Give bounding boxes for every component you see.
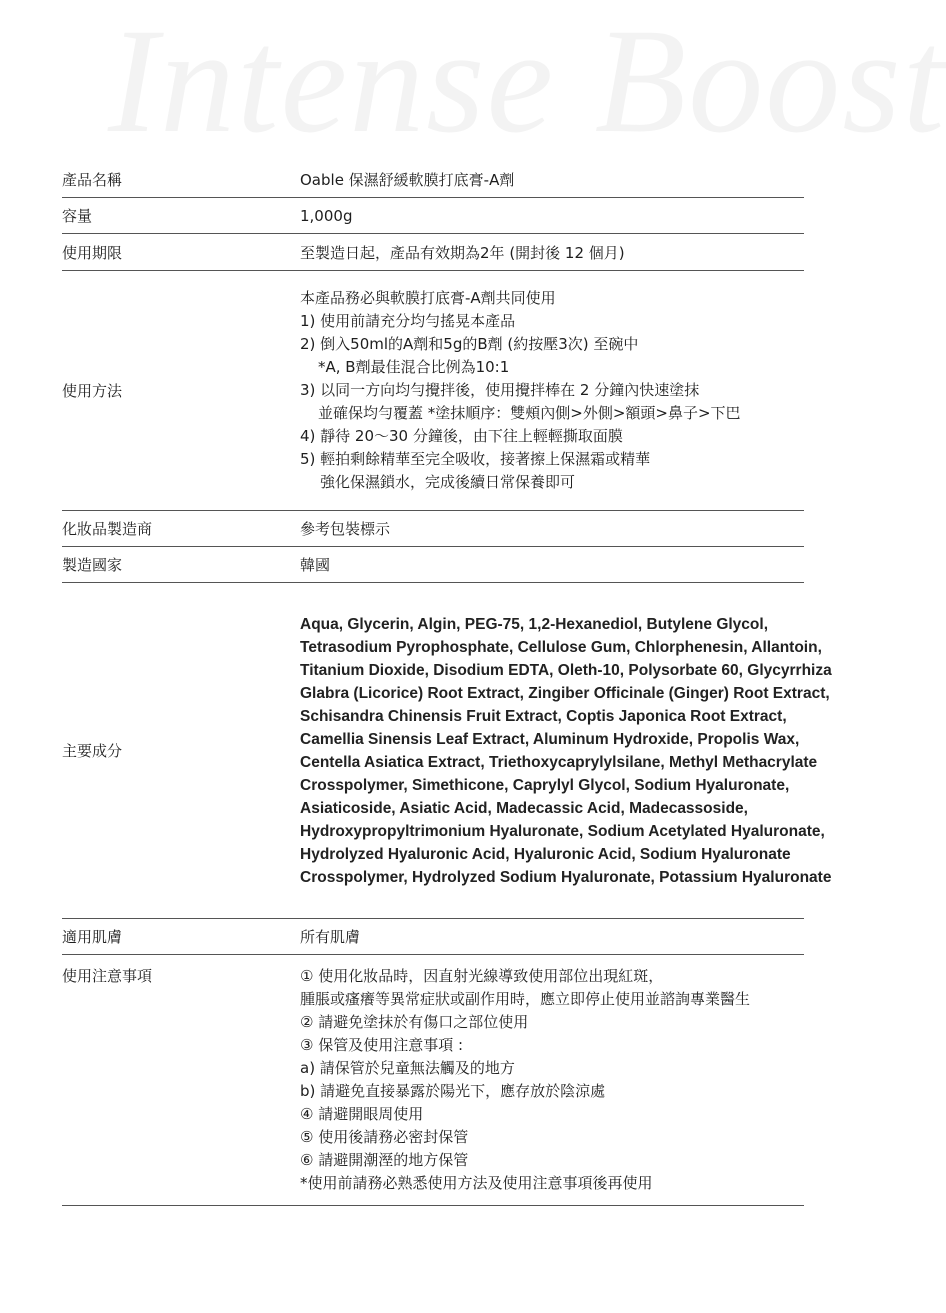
usage-line: 4) 靜待 20～30 分鐘後，由下往上輕輕撕取面膜 xyxy=(300,427,623,445)
cautions-label: 使用注意事項 xyxy=(62,967,153,985)
usage-line: 2) 倒入50ml的A劑和5g的B劑 (約按壓3次) 至碗中 xyxy=(300,335,639,353)
usage-line: 5) 輕拍剩餘精華至完全吸收，接著擦上保濕霜或精華 xyxy=(300,450,651,468)
product-name-label: 產品名稱 xyxy=(62,171,123,189)
product-name-value: Oable 保濕舒緩軟膜打底膏-A劑 xyxy=(300,171,515,189)
country-value: 韓國 xyxy=(300,556,331,574)
caution-line: *使用前請務必熟悉使用方法及使用注意事項後再使用 xyxy=(300,1174,653,1192)
expiry-label: 使用期限 xyxy=(62,243,123,262)
row-cautions xyxy=(62,955,804,1206)
row-manufacturer xyxy=(62,511,804,547)
ingredients-cell xyxy=(300,613,832,889)
row-volume xyxy=(62,198,804,234)
caution-line: ③ 保管及使用注意事項 : xyxy=(300,1036,464,1054)
usage-line: 本產品務必與軟膜打底膏-A劑共同使用 xyxy=(300,289,556,307)
usage-line: 強化保濕鎖水，完成後續日常保養即可 xyxy=(320,473,576,491)
watermark-title: Intense Boost xyxy=(108,0,946,164)
usage-line: 並確保均勻覆蓋 *塗抹順序：雙頰內側>外側>額頭>鼻子>下巴 xyxy=(318,404,741,422)
row-expiry xyxy=(62,234,804,271)
usage-line: 3) 以同一方向均勻攪拌後，使用攪拌棒在 2 分鐘內快速塗抹 xyxy=(300,381,700,399)
country-label: 製造國家 xyxy=(62,556,123,574)
usage-line: 1) 使用前請充分均勻搖晃本產品 xyxy=(300,312,516,330)
ingredients-value: Aqua, Glycerin, Algin, PEG-75, 1,2-Hexanediol, Butylene Glycol, Tetrasodium Pyrophosphate, Cellulose Gum, Chlorphenesin, Allantoin, Titanium Dioxide, Disodium EDTA, Oleth-10, Polysorbate 60, Glycyrrhiza Glabra (Licorice) Root Extract, Zingiber Officinale (Ginger) Root Extract, Schisandra Chinensis Fruit Extract, Coptis Japonica Root Extract, Camellia Sinensis Leaf Extract, Aluminum Hydroxide, Propolis Wax, Centella Asiatica Extract, Triethoxycaprylylsilane, Methyl Methacrylate Crosspolymer, Simethicone, Caprylyl Glycol, Sodium Hyaluronate, Asiaticoside, Asiatic Acid, Madecassic Acid, Madecassoside, Hydroxypropyltrimonium Hyaluronate, Sodium Acetylated Hyaluronate, Hydrolyzed Hyaluronic Acid, Hyaluronic Acid, Sodium Hyaluronate Crosspolymer, Hydrolyzed Sodium Hyaluronate, Potassium Hyaluronate xyxy=(300,615,832,886)
usage-label: 使用方法 xyxy=(62,382,123,400)
expiry-value: 至製造日起，產品有效期為2年 (開封後 12 個月) xyxy=(300,243,625,262)
row-product-name xyxy=(62,162,804,198)
row-skin-type xyxy=(62,919,804,955)
row-ingredients xyxy=(62,583,832,919)
caution-line: ⑤ 使用後請務必密封保管 xyxy=(300,1128,469,1146)
ingredients-label: 主要成分 xyxy=(62,742,123,760)
caution-line: ⑥ 請避開潮溼的地方保管 xyxy=(300,1151,469,1169)
caution-line: b) 請避免直接暴露於陽光下，應存放於陰涼處 xyxy=(300,1082,606,1100)
caution-line: ② 請避免塗抹於有傷口之部位使用 xyxy=(300,1013,529,1031)
row-country xyxy=(62,547,804,583)
caution-line: a) 請保管於兒童無法觸及的地方 xyxy=(300,1059,515,1077)
usage-line: *A, B劑最佳混合比例為10:1 xyxy=(318,358,510,376)
usage-instructions xyxy=(300,287,804,494)
caution-line: ① 使用化妝品時，因直射光線導致使用部位出現紅斑， xyxy=(300,967,664,985)
skin-type-value: 所有肌膚 xyxy=(300,928,361,946)
caution-line: 腫脹或瘙癢等異常症狀或副作用時，應立即停止使用並諮詢專業醫生 xyxy=(300,990,751,1008)
manufacturer-label: 化妝品製造商 xyxy=(62,520,153,538)
manufacturer-value: 參考包裝標示 xyxy=(300,520,391,538)
skin-type-label: 適用肌膚 xyxy=(62,928,123,946)
product-spec-table xyxy=(62,162,832,1206)
volume-label: 容量 xyxy=(62,207,93,225)
volume-value: 1,000g xyxy=(300,206,353,225)
row-usage xyxy=(62,271,804,511)
cautions-list xyxy=(300,955,804,1195)
caution-line: ④ 請避開眼周使用 xyxy=(300,1105,424,1123)
